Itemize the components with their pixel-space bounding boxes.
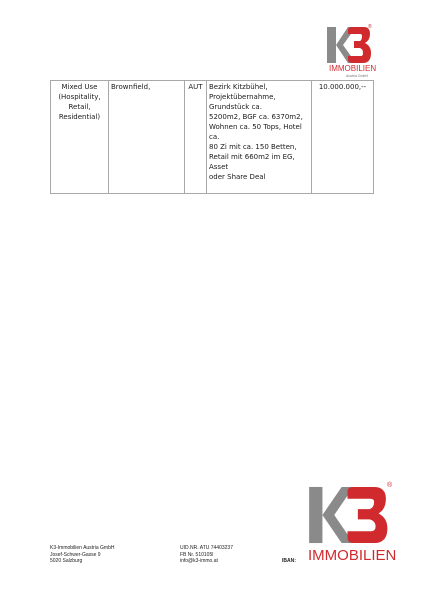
logo-brand-word: IMMOBILIEN xyxy=(329,64,377,73)
logo-brand-sub: Austria GmbH xyxy=(346,74,368,78)
description-line: Retail mit 660m2 im EG, xyxy=(209,153,295,161)
description-line: 5200m2, BGF ca. 6370m2, xyxy=(209,113,303,121)
cell-type: Brownfield, xyxy=(109,81,185,194)
footer-line: 5020 Salzburg xyxy=(50,558,83,564)
cell-use xyxy=(51,81,109,194)
description-line: 80 Zi mit ca. 150 Betten, xyxy=(209,143,297,151)
use-line: (Hospitality, xyxy=(58,93,101,101)
use-line: Retail, xyxy=(68,103,91,111)
use-line: Mixed Use xyxy=(61,83,98,91)
use-line: Residential) xyxy=(58,113,101,121)
property-table xyxy=(50,80,374,194)
k3-logo-mark xyxy=(318,24,374,66)
description-line: Bezirk Kitzbühel, xyxy=(209,83,268,91)
description-line: Grundstück ca. xyxy=(209,103,262,111)
k3-logo-mark xyxy=(307,484,391,546)
logo-brand-word: IMMOBILIEN xyxy=(308,547,397,564)
registered-mark: ® xyxy=(387,482,393,489)
header-logo xyxy=(318,24,378,82)
cell-description xyxy=(207,81,312,194)
footer-line: UID.NR. ATU 74403237 xyxy=(180,545,233,551)
footer-email[interactable]: info@k3-immo.at xyxy=(180,558,218,564)
description-line: Projektübernahme, xyxy=(209,93,276,101)
footer-line: FB Nr. 510105l xyxy=(180,551,214,558)
footer-registry xyxy=(180,545,233,565)
footer-iban: IBAN: xyxy=(282,558,296,564)
cell-price: 10.000.000,-- xyxy=(312,81,374,194)
footer-line: Josef-Schwer-Gasse 9 xyxy=(50,551,101,558)
registered-mark: ® xyxy=(368,24,372,30)
footer-company xyxy=(50,545,114,565)
cell-country: AUT xyxy=(185,81,207,194)
description-line: oder Share Deal xyxy=(209,173,266,181)
footer-line: K3-Immobilien Austria GmbH xyxy=(50,545,115,551)
description-line: ca. xyxy=(209,133,220,141)
table-row xyxy=(51,81,374,194)
footer-logo xyxy=(307,484,397,576)
description-line: Wohnen ca. 50 Tops, Hotel xyxy=(209,123,302,131)
description-line: Asset xyxy=(209,163,229,171)
